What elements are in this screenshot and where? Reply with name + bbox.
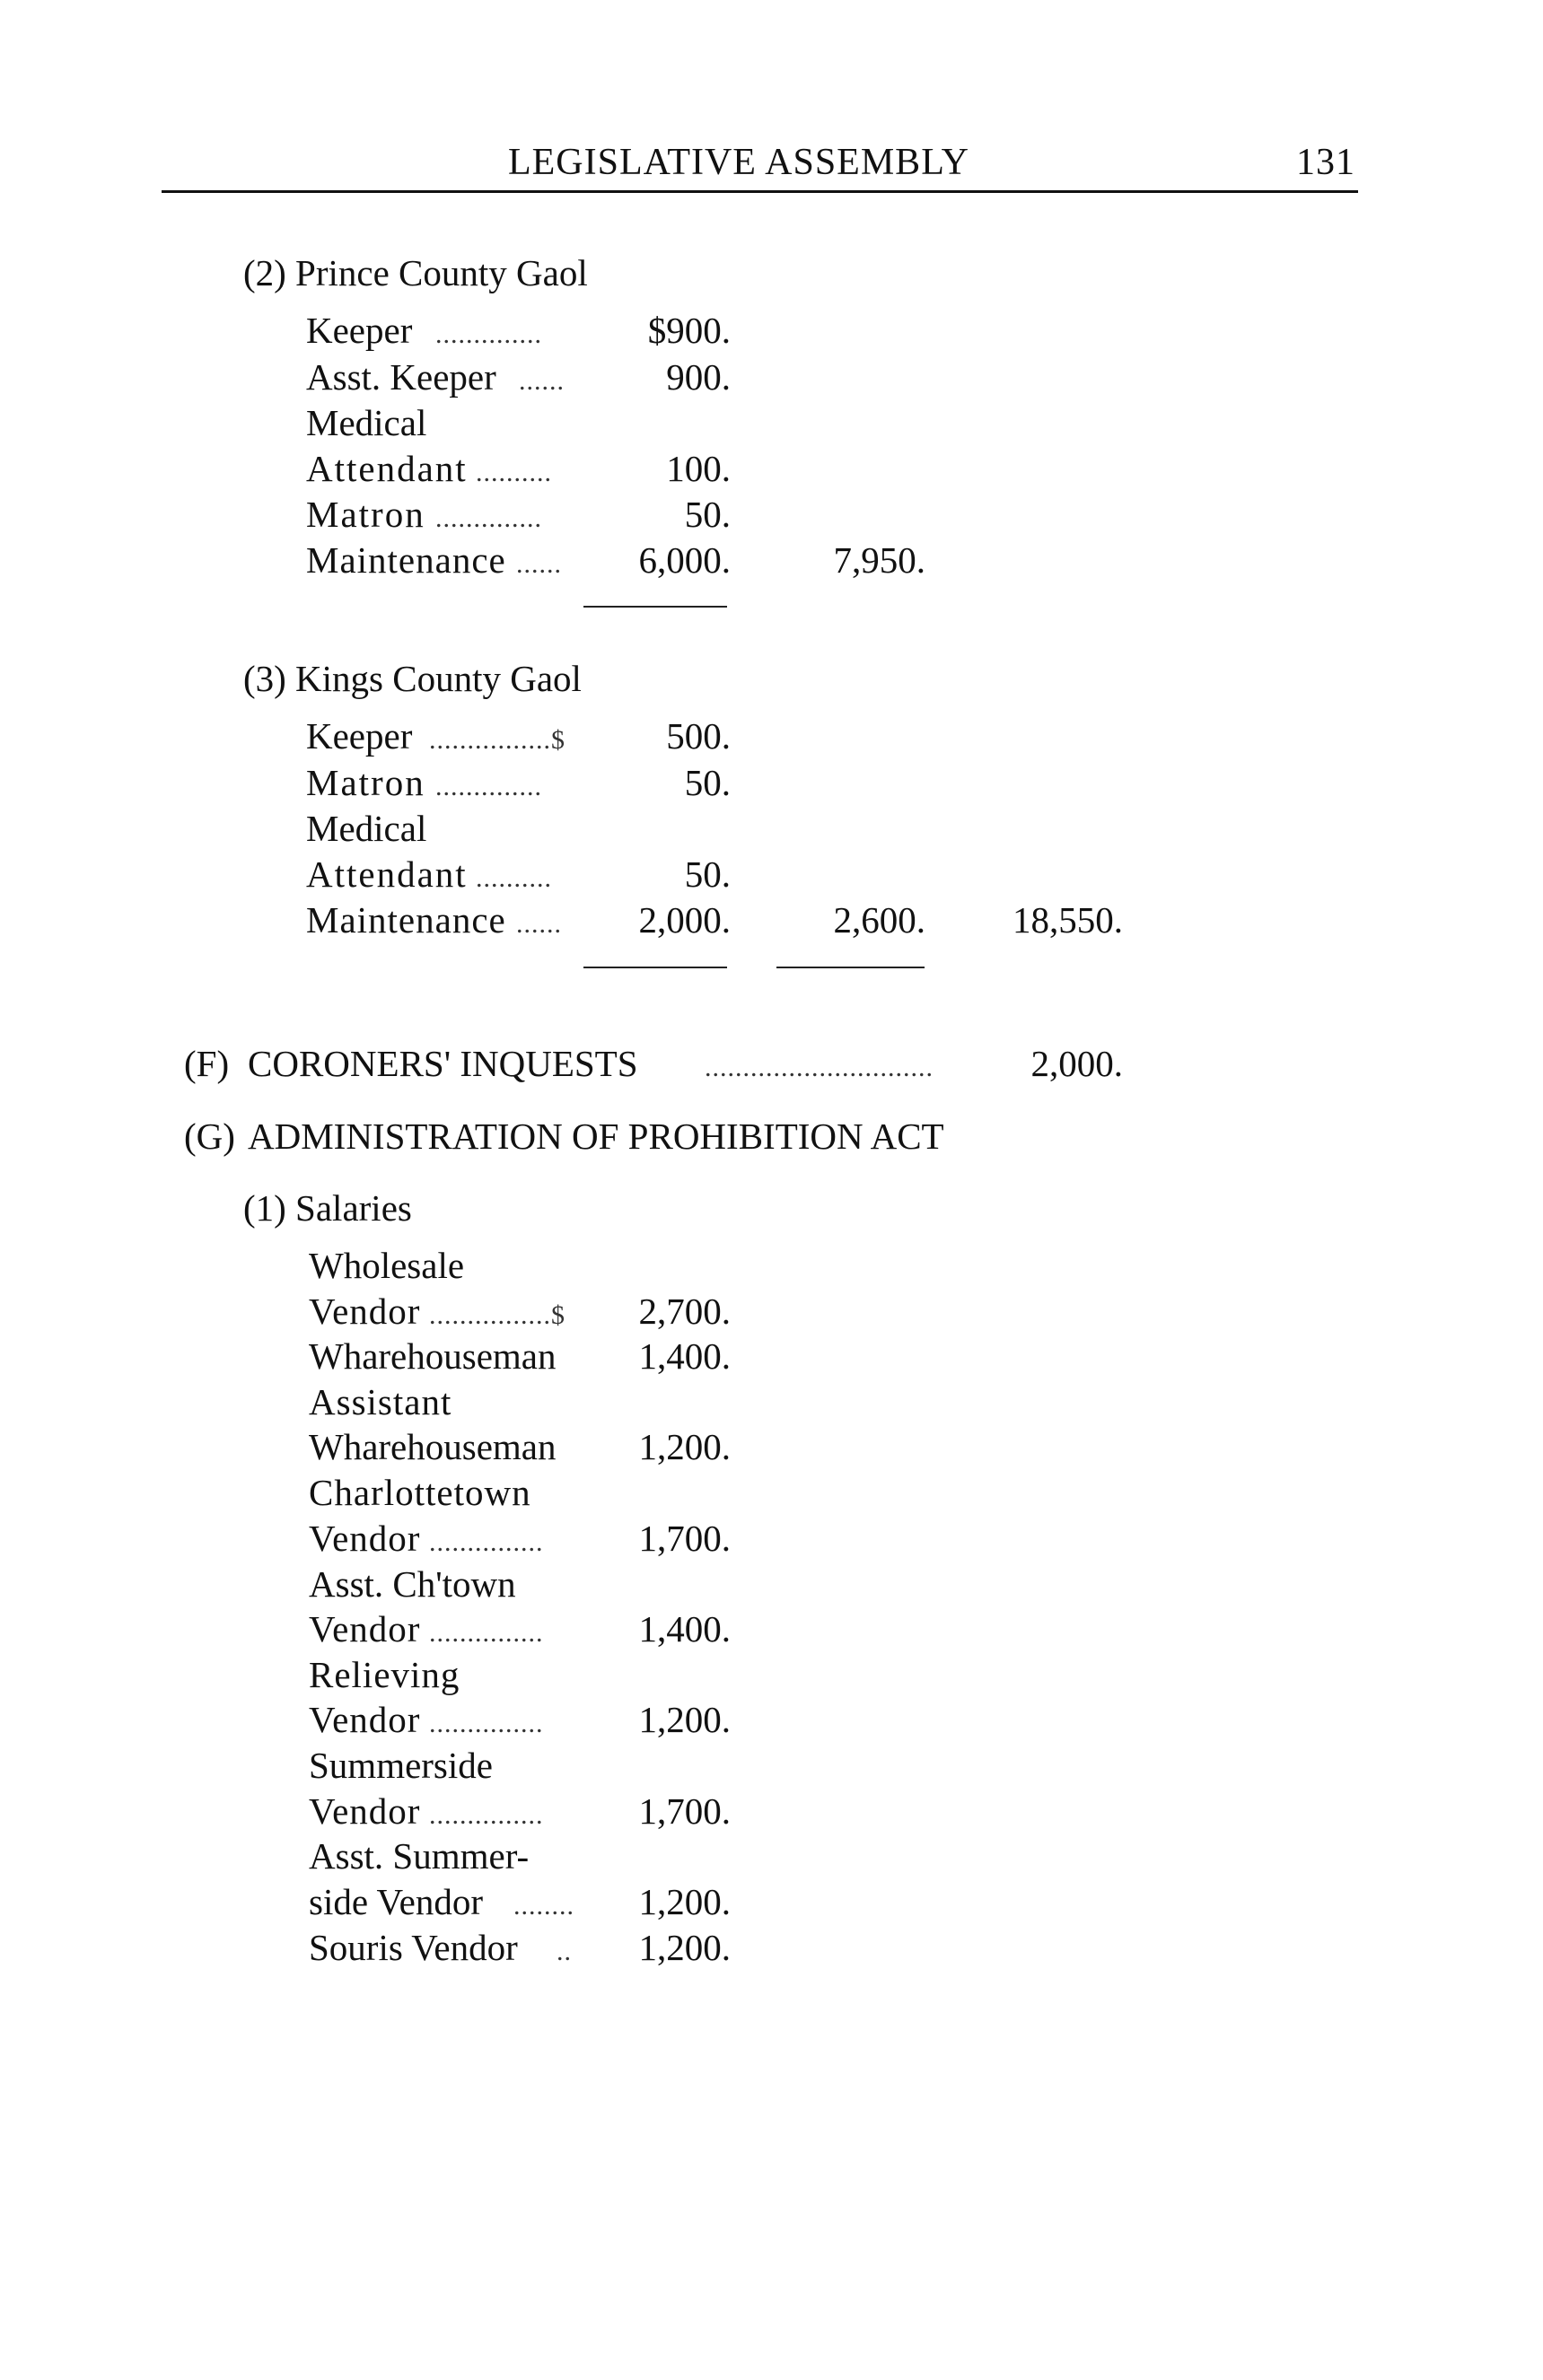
kings-county-heading: (3) Kings County Gaol [243,658,582,699]
salary-row-label: Vendor [309,1291,421,1332]
kings-row-leader: ...... [516,909,562,939]
prince-row-leader: ...... [519,366,565,396]
coroners-amount: 2,000. [1030,1043,1123,1084]
prince-subtotal: 7,950. [833,539,925,581]
kings-row-amount: 50. [684,762,731,803]
kings-row-leader: ................$ [429,725,565,755]
section-letter-f: (F) [184,1043,230,1084]
kings-subtotal: 2,600. [833,899,925,941]
salary-row-amount: 1,200. [638,1699,731,1740]
prince-row-amount: 900. [666,356,731,398]
salary-row-amount: 1,200. [638,1426,731,1467]
salary-row-label: Assistant [309,1381,452,1422]
salary-row-label: Vendor [309,1518,421,1559]
gaols-total: 18,550. [1013,899,1123,941]
coroners-inquests-label: CORONERS' INQUESTS [248,1043,638,1084]
salary-row-label: Asst. Summer- [309,1835,530,1877]
prince-row-leader: ...... [516,549,562,579]
kings-row-label: Keeper [306,715,413,757]
kings-row-label: Medical [306,808,427,849]
kings-row-amount: 2,000. [638,899,731,941]
kings-row-leader: .............. [435,772,542,801]
salary-row-amount: 1,400. [638,1335,731,1377]
salary-row-amount: 1,200. [638,1927,731,1968]
kings-row-label: Matron [306,762,425,803]
prince-row-label: Medical [306,402,427,443]
prince-row-label: Attendant [306,448,468,489]
kings-subtotal-underline [776,967,925,968]
prince-row-amount: 100. [666,448,731,489]
prince-row-amount: 6,000. [638,539,731,581]
salary-row-label: Vendor [309,1699,421,1740]
prince-row-amount: 50. [684,494,731,535]
running-header-title: LEGISLATIVE ASSEMBLY [508,142,969,183]
salary-row-leader: ............... [429,1527,544,1557]
kings-row-amount: 50. [684,853,731,895]
salary-row-leader: ............... [429,1800,544,1830]
prince-row-leader: .............. [435,503,542,533]
salary-row-label: Asst. Ch'town [309,1563,516,1605]
salary-row-label: Wholesale [309,1245,465,1286]
prince-amount-underline [583,606,727,608]
salary-row-label: Vendor [309,1608,421,1649]
salary-row-amount: 1,400. [638,1608,731,1649]
kings-row-label: Maintenance [306,899,506,941]
prince-county-heading: (2) Prince County Gaol [243,252,588,293]
prince-row-label: Maintenance [306,539,506,581]
kings-row-leader: .......... [476,863,552,893]
kings-row-label: Attendant [306,853,468,895]
salary-row-label: Vendor [309,1790,421,1832]
salary-row-leader: .. [557,1937,572,1966]
prince-row-amount: $900. [647,310,731,351]
kings-amount-underline [583,967,727,968]
prince-row-leader: .............. [435,319,542,349]
prince-row-label: Asst. Keeper [306,356,496,398]
salary-row-label: side Vendor [309,1881,483,1922]
salary-row-amount: 2,700. [638,1291,731,1332]
salary-row-leader: ............... [429,1618,544,1648]
header-rule [162,190,1358,193]
salary-row-label: Wharehouseman [309,1335,557,1377]
salary-row-label: Summerside [309,1745,493,1786]
prohibition-act-label: ADMINISTRATION OF PROHIBITION ACT [248,1116,944,1157]
salary-row-leader: ........ [513,1891,574,1921]
salary-row-label: Souris Vendor [309,1927,518,1968]
salary-row-leader: ................$ [429,1300,565,1330]
salary-row-label: Charlottetown [309,1472,531,1513]
salary-row-label: Relieving [309,1654,460,1695]
coroners-leader: .............................. [705,1053,934,1082]
prince-row-label: Matron [306,494,425,535]
salary-row-amount: 1,700. [638,1518,731,1559]
prince-row-label: Keeper [306,310,413,351]
salary-row-label: Wharehouseman [309,1426,557,1467]
section-letter-g: (G) [184,1116,235,1157]
kings-row-amount: 500. [666,715,731,757]
salary-row-leader: ............... [429,1709,544,1738]
salary-row-amount: 1,200. [638,1881,731,1922]
page-number: 131 [1296,142,1355,183]
prince-row-leader: .......... [476,458,552,487]
salaries-subheading: (1) Salaries [243,1187,412,1229]
salary-row-amount: 1,700. [638,1790,731,1832]
